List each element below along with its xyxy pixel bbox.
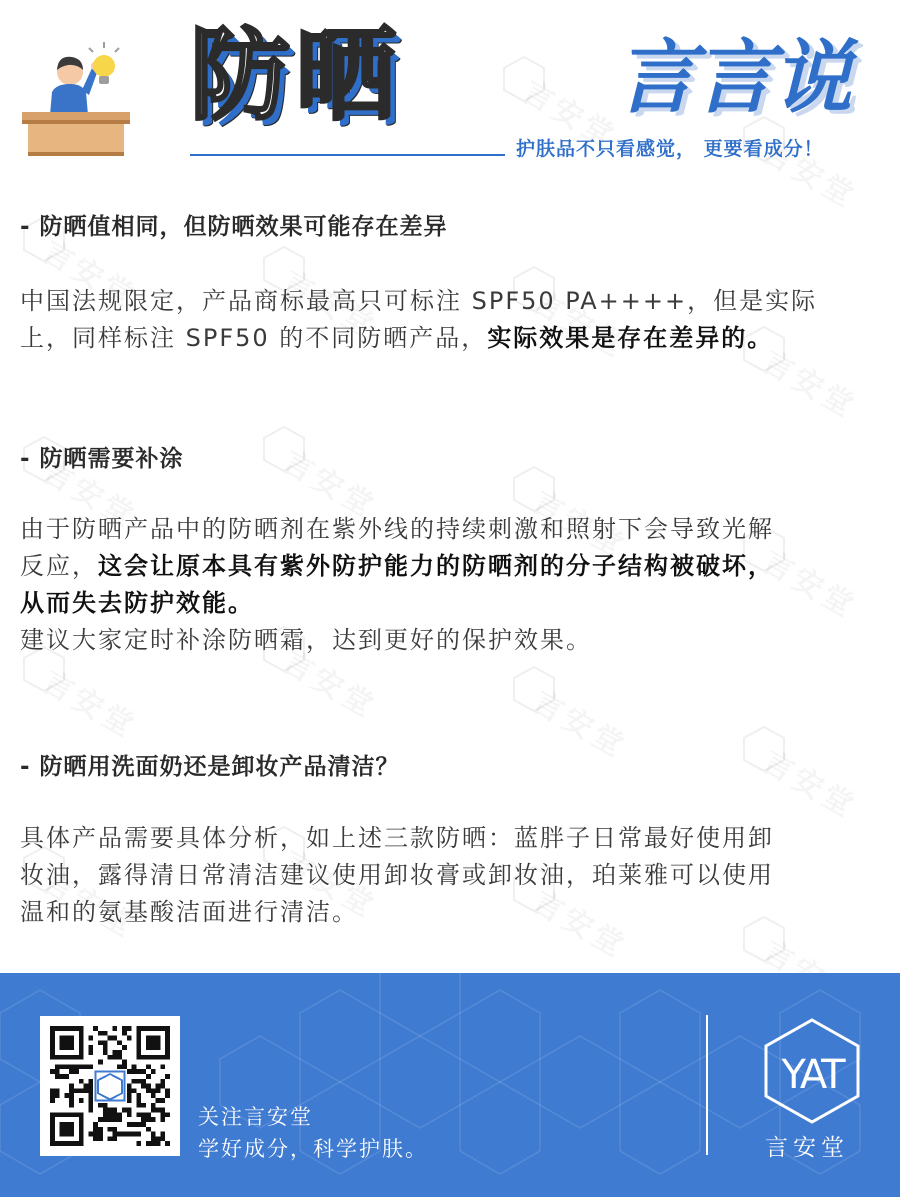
paragraph-line xyxy=(20,622,890,659)
body-text: 中国法规限定，产品商标最高只可标注 SPF50 PA++++，但是实际 xyxy=(20,287,818,315)
footer-slogan: 学好成分，科学护肤。 xyxy=(198,1137,428,1161)
paragraph-line xyxy=(20,820,890,857)
tagline: 护肤品不只看感觉， 更要看成分！ xyxy=(516,138,824,160)
qr-code xyxy=(50,1026,170,1146)
paragraph-line xyxy=(20,857,890,894)
emphasis-text: 这会让原本具有紫外防护能力的防晒剂的分子结构被破坏， xyxy=(98,552,774,580)
watermark-hexagon-icon xyxy=(740,725,788,773)
paragraph-line xyxy=(20,894,890,931)
paragraph-line xyxy=(20,320,890,357)
yat-hexagon-logo xyxy=(760,1016,865,1126)
logo-letters: YAT xyxy=(781,1052,843,1098)
watermark-hexagon-icon xyxy=(260,425,308,473)
header xyxy=(0,0,900,165)
watermark-hexagon-icon xyxy=(510,665,558,713)
paragraph-line xyxy=(20,511,890,548)
body-text: 反应， xyxy=(20,552,98,580)
body-text: 具体产品需要具体分析，如上述三款防晒：蓝胖子日常最好使用卸 xyxy=(20,824,774,852)
emphasis-text: 从而失去防护效能。 xyxy=(20,589,254,617)
section-heading-text: - 防晒需要补涂 xyxy=(20,446,184,472)
section-heading-1 xyxy=(20,208,448,241)
section-heading-3 xyxy=(20,748,400,781)
section-heading-text: - 防晒值相同，但防晒效果可能存在差异 xyxy=(20,214,448,240)
section-body-1 xyxy=(20,283,890,357)
body-text: 温和的氨基酸洁面进行清洁。 xyxy=(20,898,358,926)
watermark-hexagon-icon xyxy=(510,465,558,513)
footer-divider xyxy=(706,1015,708,1155)
body-text: 上，同样标注 SPF50 的不同防晒产品， xyxy=(20,324,488,352)
section-heading-2 xyxy=(20,440,184,473)
watermark-text xyxy=(526,677,636,766)
page-title: 防晒 xyxy=(190,17,402,134)
header-underline xyxy=(190,154,505,156)
section-body-3 xyxy=(20,820,890,931)
footer-follow-text: 关注言安堂 xyxy=(198,1105,313,1129)
paragraph-line xyxy=(20,548,890,585)
section-body-2 xyxy=(20,511,890,659)
brand-title: 言言说 xyxy=(616,31,850,124)
watermark-text xyxy=(756,737,866,826)
footer xyxy=(0,973,900,1197)
lightbulb-icon xyxy=(84,40,124,94)
footer-brand: 言安堂 xyxy=(765,1135,849,1161)
body-text: 妆油，露得清日常清洁建议使用卸妆膏或卸妆油，珀莱雅可以使用 xyxy=(20,861,774,889)
paragraph-line xyxy=(20,585,890,622)
watermark-text xyxy=(36,657,146,746)
emphasis-text: 实际效果是存在差异的。 xyxy=(487,324,774,352)
body-text: 建议大家定时补涂防晒霜，达到更好的保护效果。 xyxy=(20,626,592,654)
section-heading-text: - 防晒用洗面奶还是卸妆产品清洁？ xyxy=(20,754,400,780)
qr-code-frame xyxy=(40,1016,180,1156)
paragraph-line xyxy=(20,283,890,320)
body-text: 由于防晒产品中的防晒剂在紫外线的持续刺激和照射下会导致光解 xyxy=(20,515,774,543)
